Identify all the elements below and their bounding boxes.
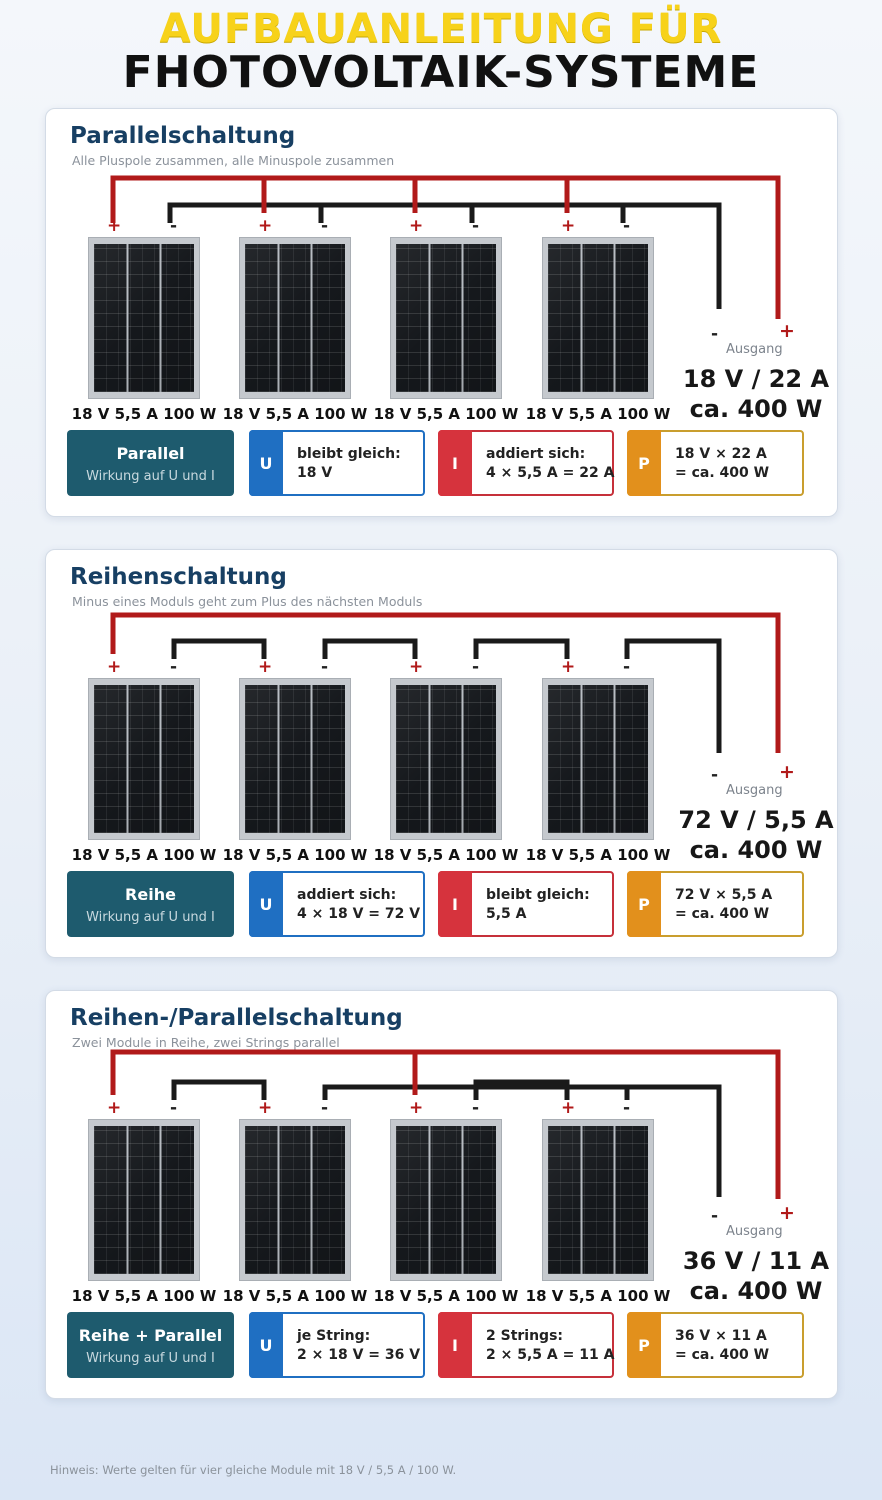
voltage-badge: U <box>249 430 283 496</box>
output-label: Ausgang <box>726 783 783 798</box>
voltage-card <box>249 430 425 496</box>
section-title: Reihenschaltung <box>70 564 287 590</box>
voltage-card <box>249 1312 425 1378</box>
power-badge: P <box>627 1312 661 1378</box>
module-1-plus: + <box>107 657 122 677</box>
series-section <box>45 549 838 958</box>
module-4-plus: + <box>561 216 576 236</box>
output-plus: + <box>779 320 795 342</box>
voltage-badge: U <box>249 1312 283 1378</box>
module-3-plus: + <box>409 1098 424 1118</box>
current-rule: bleibt gleich: <box>486 887 590 903</box>
power-value: = ca. 400 W <box>675 465 770 481</box>
mode-subtitle: Wirkung auf U und I <box>86 469 215 484</box>
power-formula: 18 V × 22 A <box>675 446 767 462</box>
power-card <box>627 1312 804 1378</box>
solar-cells <box>245 1126 345 1274</box>
module-4-minus: - <box>623 216 631 236</box>
title-line-1: AUFBAUANLEITUNG FÜR <box>159 6 723 52</box>
module-2-minus: - <box>321 216 329 236</box>
solar-module-2 <box>239 678 351 840</box>
mode-card <box>67 871 234 937</box>
solar-cells <box>548 244 648 392</box>
power-card <box>627 871 804 937</box>
solar-module-4 <box>542 678 654 840</box>
voltage-rule: bleibt gleich: <box>297 446 401 462</box>
title-line-2: FHOTOVOLTAIK-SYSTEME <box>122 47 760 98</box>
mode-subtitle: Wirkung auf U und I <box>86 1351 215 1366</box>
current-badge: I <box>438 871 472 937</box>
power-badge: P <box>627 430 661 496</box>
current-value: 2 × 5,5 A = 11 A <box>486 1347 615 1363</box>
mode-title: Reihe <box>125 885 176 904</box>
voltage-rule: addiert sich: <box>297 887 397 903</box>
solar-cells <box>94 1126 194 1274</box>
solar-module-2 <box>239 237 351 399</box>
module-4-label: 18 V 5,5 A 100 W <box>525 1287 671 1305</box>
solar-module-3 <box>390 678 502 840</box>
power-card <box>627 430 804 496</box>
module-3-plus: + <box>409 657 424 677</box>
current-card <box>438 430 614 496</box>
output-label: Ausgang <box>726 1224 783 1239</box>
mode-card <box>67 1312 234 1378</box>
module-2-plus: + <box>258 657 273 677</box>
solar-module-1 <box>88 1119 200 1281</box>
section-subtitle: Alle Pluspole zusammen, alle Minuspole zusammen <box>72 153 395 168</box>
voltage-value: 2 × 18 V = 36 V <box>297 1347 421 1363</box>
output-power: ca. 400 W <box>689 836 823 864</box>
module-1-label: 18 V 5,5 A 100 W <box>71 846 217 864</box>
solar-cells <box>396 1126 496 1274</box>
output-power: ca. 400 W <box>689 1277 823 1305</box>
section-subtitle: Zwei Module in Reihe, zwei Strings parallel <box>72 1035 340 1050</box>
solar-cells <box>548 1126 648 1274</box>
jumper-3-4 <box>476 641 567 659</box>
solar-cells <box>245 685 345 833</box>
current-badge: I <box>438 430 472 496</box>
mode-subtitle: Wirkung auf U und I <box>86 910 215 925</box>
mode-title: Parallel <box>116 444 185 463</box>
current-value: 4 × 5,5 A = 22 A <box>486 465 615 481</box>
module-1-minus: - <box>170 657 178 677</box>
jumper-2-3 <box>325 641 415 659</box>
module-1-minus: - <box>170 216 178 236</box>
current-value: 5,5 A <box>486 906 527 922</box>
module-2-minus: - <box>321 657 329 677</box>
current-badge: I <box>438 1312 472 1378</box>
module-3-label: 18 V 5,5 A 100 W <box>373 1287 519 1305</box>
module-4-plus: + <box>561 1098 576 1118</box>
power-formula: 36 V × 11 A <box>675 1328 767 1344</box>
jumper-string-1 <box>174 1082 264 1100</box>
solar-module-3 <box>390 237 502 399</box>
output-plus: + <box>779 761 795 783</box>
module-4-plus: + <box>561 657 576 677</box>
negative-bus-wire <box>325 1087 719 1197</box>
output-voltage-current: 36 V / 11 A <box>682 1247 830 1275</box>
module-2-label: 18 V 5,5 A 100 W <box>222 405 368 423</box>
module-2-plus: + <box>258 216 273 236</box>
output-minus: - <box>711 1206 719 1226</box>
module-3-plus: + <box>409 216 424 236</box>
output-plus: + <box>779 1202 795 1224</box>
section-title: Reihen-/Parallelschaltung <box>70 1005 403 1031</box>
module-4-label: 18 V 5,5 A 100 W <box>525 405 671 423</box>
module-3-label: 18 V 5,5 A 100 W <box>373 846 519 864</box>
power-value: = ca. 400 W <box>675 1347 770 1363</box>
series-parallel-section <box>45 990 838 1399</box>
output-power: ca. 400 W <box>689 395 823 423</box>
module-4-minus: - <box>623 1098 631 1118</box>
mode-title: Reihe + Parallel <box>78 1326 223 1345</box>
module-3-minus: - <box>472 657 480 677</box>
voltage-value: 4 × 18 V = 72 V <box>297 906 421 922</box>
section-subtitle: Minus eines Moduls geht zum Plus des nächsten Moduls <box>72 594 423 609</box>
voltage-badge: U <box>249 871 283 937</box>
module-1-label: 18 V 5,5 A 100 W <box>71 405 217 423</box>
solar-cells <box>94 685 194 833</box>
mode-card <box>67 430 234 496</box>
voltage-value: 18 V <box>297 465 333 481</box>
module-1-plus: + <box>107 216 122 236</box>
output-minus: - <box>711 324 719 344</box>
current-card <box>438 1312 614 1378</box>
solar-cells <box>548 685 648 833</box>
footnote: Hinweis: Werte gelten für vier gleiche Module mit 18 V / 5,5 A / 100 W. <box>50 1463 457 1477</box>
module-2-label: 18 V 5,5 A 100 W <box>222 846 368 864</box>
voltage-card <box>249 871 425 937</box>
parallel-section <box>45 108 838 517</box>
output-voltage-current: 72 V / 5,5 A <box>678 806 834 834</box>
power-value: = ca. 400 W <box>675 906 770 922</box>
module-1-plus: + <box>107 1098 122 1118</box>
module-4-minus: - <box>623 657 631 677</box>
output-label: Ausgang <box>726 342 783 357</box>
section-title: Parallelschaltung <box>70 123 296 149</box>
current-rule: addiert sich: <box>486 446 586 462</box>
solar-cells <box>396 244 496 392</box>
jumper-1-2 <box>174 641 264 659</box>
solar-module-2 <box>239 1119 351 1281</box>
module-1-label: 18 V 5,5 A 100 W <box>71 1287 217 1305</box>
current-rule: 2 Strings: <box>486 1328 564 1344</box>
solar-module-1 <box>88 237 200 399</box>
current-card <box>438 871 614 937</box>
solar-cells <box>245 244 345 392</box>
solar-module-1 <box>88 678 200 840</box>
power-formula: 72 V × 5,5 A <box>675 887 773 903</box>
solar-module-4 <box>542 237 654 399</box>
solar-module-3 <box>390 1119 502 1281</box>
module-3-minus: - <box>472 216 480 236</box>
voltage-rule: je String: <box>297 1328 371 1344</box>
solar-module-4 <box>542 1119 654 1281</box>
output-minus: - <box>711 765 719 785</box>
output-voltage-current: 18 V / 22 A <box>682 365 830 393</box>
module-2-minus: - <box>321 1098 329 1118</box>
solar-cells <box>94 244 194 392</box>
module-4-label: 18 V 5,5 A 100 W <box>525 846 671 864</box>
power-badge: P <box>627 871 661 937</box>
module-2-plus: + <box>258 1098 273 1118</box>
solar-cells <box>396 685 496 833</box>
module-3-label: 18 V 5,5 A 100 W <box>373 405 519 423</box>
module-3-minus: - <box>472 1098 480 1118</box>
module-1-minus: - <box>170 1098 178 1118</box>
module-2-label: 18 V 5,5 A 100 W <box>222 1287 368 1305</box>
